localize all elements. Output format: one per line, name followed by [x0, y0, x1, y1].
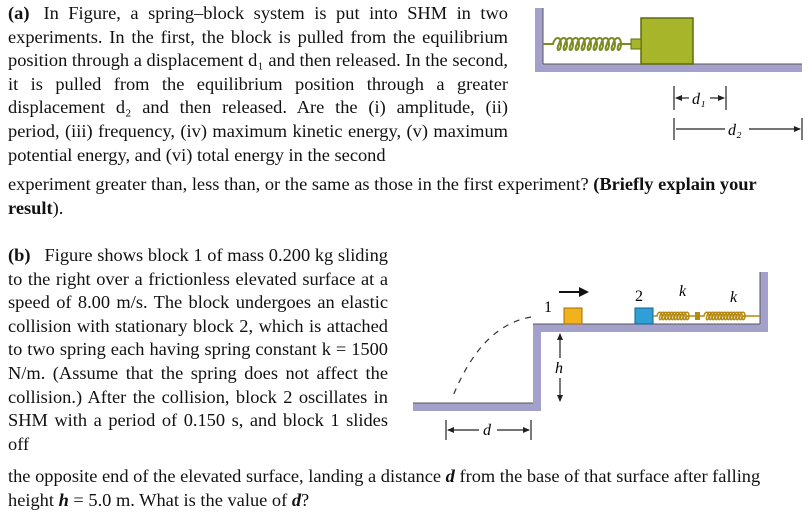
d1-arrow-right	[718, 95, 725, 101]
spring-coil	[543, 38, 631, 50]
block-2-label: 2	[635, 288, 643, 305]
k1-label: k	[679, 283, 687, 300]
velocity-arrow-head	[579, 287, 589, 297]
part-a-paragraph	[8, 2, 508, 167]
spring-2	[700, 312, 760, 320]
block-1-label: 1	[544, 299, 552, 316]
spring-block-figure	[535, 8, 805, 158]
part-b-paragraph-tail	[8, 465, 798, 512]
d-label: d	[483, 422, 491, 439]
d2-arrow-right	[794, 126, 801, 132]
block-a-connector	[631, 39, 641, 49]
part-b-var-h: h	[58, 489, 69, 510]
platform-column	[533, 332, 541, 411]
h-arrow-bottom	[557, 395, 563, 402]
part-b-var-d-question: d	[291, 489, 302, 510]
part-b-text: Figure shows block 1 of mass 0.200 kg sliding to the right over a frictionless elevated surface at a speed of 8.00 m/s. The block undergoes an elastic collision with stationary block 2, which is attached to two spring each having spring constant k = 1500 N/m. (Assume that the spring does not affect the collision.) After the collision, block 2 oscillates in SHM with a period of 0.150 s, and block 1 slides off	[8, 245, 388, 454]
lower-ground	[413, 403, 533, 411]
d2-label: d₂	[728, 122, 742, 139]
part-b-tail-pre: the opposite end of the elevated surface, landing a distance	[8, 466, 446, 486]
part-b-tag: (b)	[8, 245, 31, 265]
surface-floor	[535, 64, 802, 72]
part-a-tail-text: experiment greater than, less than, or the same as those in the first experiment?	[8, 174, 594, 194]
h-label: h	[555, 360, 563, 377]
part-a-text: In Figure, a spring–block system is put into SHM in two experiments. In the first, the block is pulled from the equilibrium position through a displacement d₁ and then released. In the second, it is pulled from the equilibrium position through a greater displacement d₂ and then released. Are the (i) amplitude, (ii) period, (iii) frequency, (iv) maximum kinetic energy, (v) maximum potential energy, and (vi) total energy in the second	[8, 3, 508, 165]
k2-label: k	[730, 289, 738, 306]
surface-base	[535, 8, 543, 72]
block-1	[564, 308, 582, 324]
right-wall	[760, 272, 768, 332]
part-a-tail-bold: (Briefly explain your result	[8, 174, 757, 218]
part-a-tail-end: ).	[52, 197, 64, 218]
part-a-paragraph-tail	[8, 173, 778, 220]
d-arrow-right	[523, 427, 530, 433]
part-a-tag: (a)	[8, 3, 30, 23]
d-arrow-left	[447, 427, 454, 433]
block-a	[641, 18, 693, 64]
part-b-tail-q: ?	[301, 489, 310, 510]
part-b-paragraph	[8, 244, 388, 456]
collision-figure	[413, 270, 793, 450]
elevated-surface	[533, 324, 768, 332]
trajectory-dashed	[453, 317, 531, 396]
block-2	[635, 308, 653, 324]
d1-label: d₁	[692, 91, 706, 108]
h-arrow-top	[557, 333, 563, 340]
spring-connector	[695, 312, 700, 320]
spring-1	[653, 312, 695, 320]
part-b-tail-mid: from the base of that surface after falling height	[8, 466, 761, 510]
part-b-tail-end: = 5.0 m. What is the value of	[68, 489, 292, 510]
part-b-var-d: d	[445, 466, 455, 486]
d1-arrow-left	[675, 95, 682, 101]
